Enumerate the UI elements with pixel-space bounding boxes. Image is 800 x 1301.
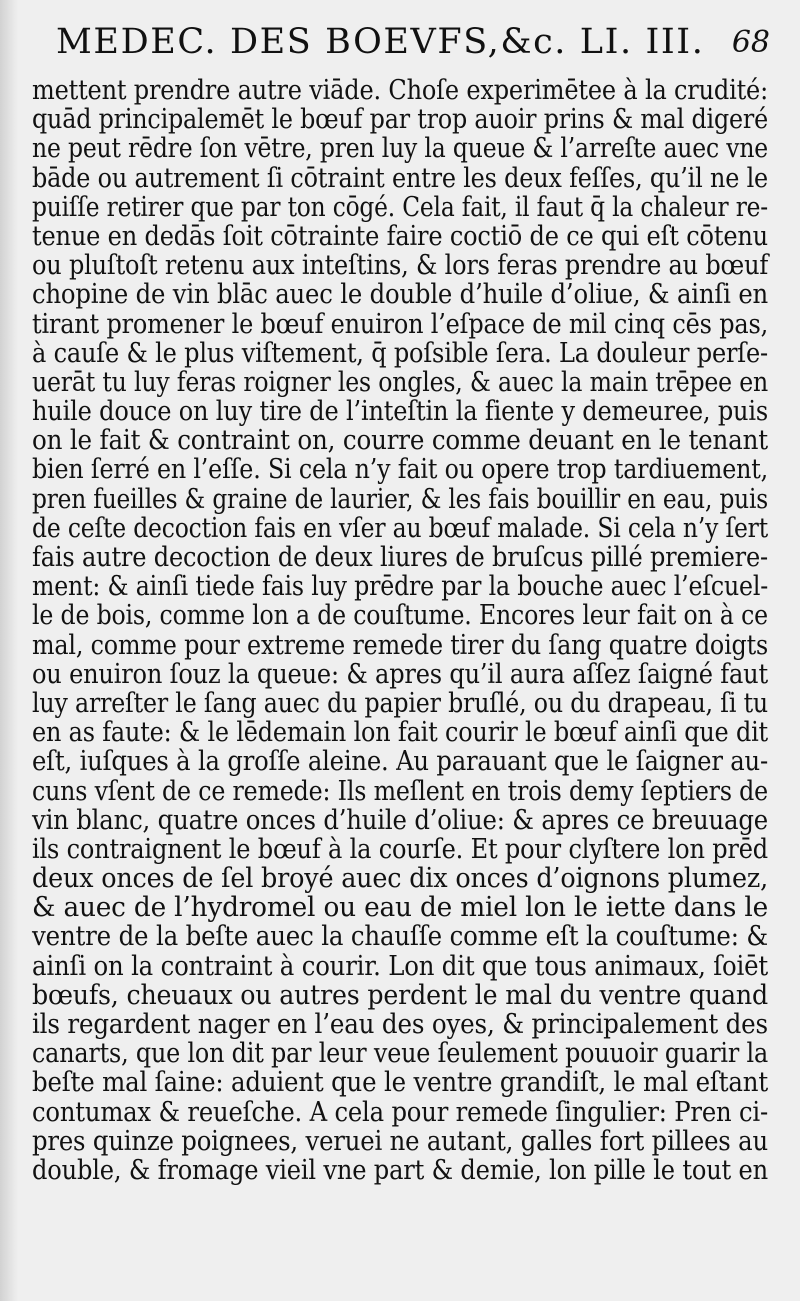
text-line: huile douce on luy tire de l’inteſtin la fiente y demeuree, puis bbox=[32, 396, 769, 428]
text-line: à cauſe & le plus viſtement, q̄ poſsible ſera. La douleur perſe- bbox=[32, 337, 768, 369]
spine-shadow bbox=[0, 0, 18, 1301]
text-line: le de bois, comme lon a de couſtume. Encores leur fait on à ce bbox=[32, 600, 768, 632]
text-line: on le fait & contraint on, courre comme deuant en le tenant bbox=[32, 425, 768, 457]
text-line: canarts, que lon dit par leur veue ſeulement pouuoir guarir la bbox=[32, 1038, 768, 1070]
text-line: chopine de vin blāc auec le double d’huile d’oliue, & ainſi en bbox=[32, 279, 769, 311]
text-line: ou pluſtoſt retenu aux inteſtins, & lors feras prendre au bœuf bbox=[32, 250, 769, 282]
text-line: tirant promener le bœuf enuiron l’eſpace de mil cinq cēs pas, bbox=[32, 308, 769, 340]
text-line: eſt, iuſques à la groſſe aleine. Au parauant que le ſaigner au- bbox=[32, 746, 769, 778]
text-line: ils regardent nager en l’eau des oyes, & principalement des bbox=[32, 1009, 768, 1040]
text-line: ne peut rēdre ſon vētre, pren luy la queue & l’arreſte auec vne bbox=[32, 133, 768, 165]
text-line: tenue en dedās ſoit cōtrainte faire coctiō de ce qui eſt cōtenu bbox=[32, 220, 768, 252]
text-line: quād principalemēt le bœuf par trop auoir prins & mal digeré bbox=[32, 104, 769, 136]
text-line: & auec de l’hydromel ou eau de miel lon le iette dans le bbox=[32, 892, 768, 924]
text-line: vin blanc, quatre onces d’huile d’oliue: & apres ce breuuage bbox=[32, 804, 769, 836]
text-line: cuns vſent de ce remede: Ils meſlent en trois demy ſeptiers de bbox=[32, 775, 768, 807]
text-line: de ceſte decoction fais en vſer au bœuf malade. Si cela n’y ſert bbox=[32, 512, 768, 544]
text-line: ainſi on la contraint à courir. Lon dit que tous animaux, ſoiēt bbox=[32, 950, 769, 982]
text-line: ventre de la beſte auec la chauſſe comme eſt la couſtume: & bbox=[32, 921, 768, 953]
text-line: uerāt tu luy feras roigner les ongles, & auec la main trēpee en bbox=[32, 366, 769, 398]
body-text bbox=[32, 76, 768, 1246]
text-line: bien ſerré en l’eſſe. Si cela n’y fait ou opere trop tardiuement, bbox=[32, 454, 768, 486]
text-line: mal, comme pour extreme remede tirer du ſang quatre doigts bbox=[32, 629, 769, 661]
text-line: ment: & ainſi tiede fais luy prēdre par la bouche auec l’eſcuel- bbox=[32, 571, 769, 603]
text-line: contumax & reueſche. A cela pour remede ſingulier: Pren ci- bbox=[32, 1096, 769, 1128]
text-line: en as faute: & le lēdemain lon fait courir le bœuf ainſi que dit bbox=[32, 717, 768, 749]
text-line: pren fueilles & graine de laurier, & les fais bouillir en eau, puis bbox=[32, 483, 769, 515]
text-line: pres quinze poignees, veruei ne autant, galles fort pillees au bbox=[32, 1125, 768, 1157]
text-line: bāde ou autrement ſi cōtraint entre les deux feſſes, qu’il ne le bbox=[32, 162, 769, 194]
page-number: 68 bbox=[731, 25, 770, 60]
running-head: MEDEC. DES BOEVFS,&c. LI. III. bbox=[56, 22, 705, 62]
text-line: luy arreſter le ſang auec du papier bruſlé, ou du drapeau, ſi tu bbox=[32, 687, 768, 719]
text-line: deux onces de ſel broyé auec dix onces d’oignons plumez, bbox=[32, 863, 768, 895]
text-line: beſte mal ſaine: aduient que le ventre grandiſt, le mal eſtant bbox=[32, 1067, 768, 1099]
text-line: double, & fromage vieil vne part & demie, lon pille le tout en bbox=[32, 1154, 769, 1186]
text-line: mettent prendre autre viāde. Choſe experimētee à la crudité: bbox=[32, 75, 768, 106]
text-line: ils contraignent le bœuf à la courſe. Et pour clyſtere lon prēd bbox=[32, 833, 769, 865]
text-line: bœufs, cheuaux ou autres perdent le mal du ventre quand bbox=[32, 979, 768, 1011]
text-line: fais autre decoction de deux liures de bruſcus pillé premiere- bbox=[32, 542, 768, 573]
text-line: puiſſe retirer que par ton cōgé. Cela fait, il faut q̄ la chaleur re- bbox=[32, 191, 768, 223]
page-header bbox=[56, 18, 770, 76]
text-line: ou enuiron ſouz la queue: & apres qu’il aura aſſez ſaigné faut bbox=[32, 658, 768, 690]
